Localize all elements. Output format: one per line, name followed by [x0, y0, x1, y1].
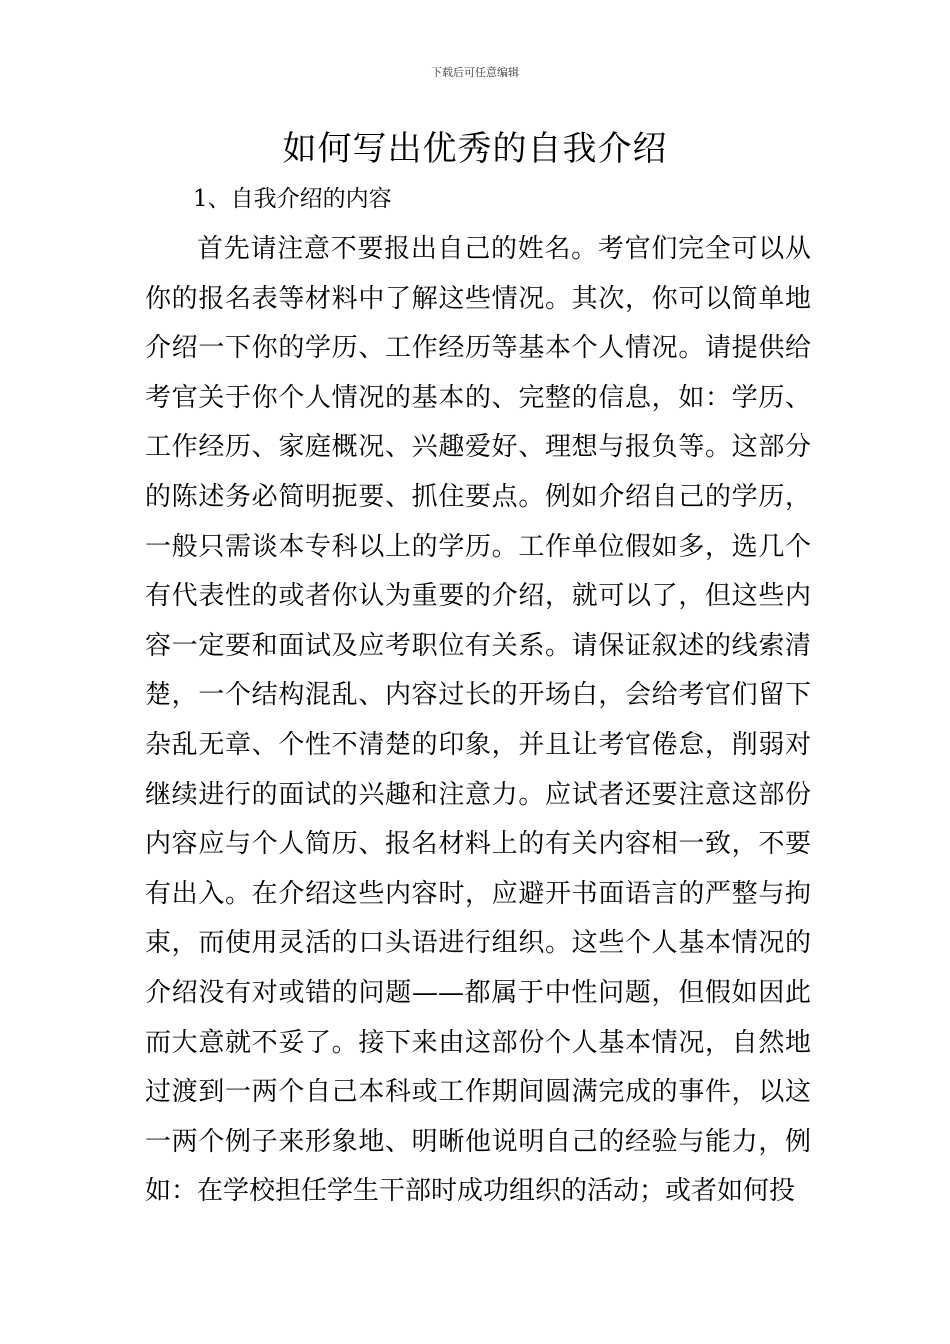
- header-note: 下载后可任意编辑: [431, 66, 519, 79]
- document-title: 如何写出优秀的自我介绍: [282, 129, 668, 169]
- section-heading: 1、自我介绍的内容: [193, 186, 392, 212]
- body-paragraph: 首先请注意不要报出自己的姓名。考官们完全可以从你的报名表等材料中了解这些情况。其次，你可以简单地介绍一下你的学历、工作经历等基本个人情况。请提供给考官关于你个人情况的基本的、完整的信息，如：学历、工作经历、家庭概况、兴趣爱好、理想与报负等。这部分的陈述务必简明扼要、抓住要点。例如介绍自己的学历，一般只需谈本专科以上的学历。工作单位假如多，选几个有代表性的或者你认为重要的介绍，就可以了，但这些内容一定要和面试及应考职位有关系。请保证叙述的线索清楚，一个结构混乱、内容过长的开场白，会给考官们留下杂乱无章、个性不清楚的印象，并且让考官倦怠，削弱对继续进行的面试的兴趣和注意力。应试者还要注意这部份内容应与个人简历、报名材料上的有关内容相一致，不要有出入。在介绍这些内容时，应避开书面语言的严整与拘束，而使用灵活的口头语进行组织。这些个人基本情况的介绍没有对或错的问题——都属于中性问题，但假如因此而大意就不妥了。接下来由这部份个人基本情况，自然地过渡到一两个自己本科或工作期间圆满完成的事件，以这一两个例子来形象地、明晰他说明自己的经验与能力，例如：在学校担任学生干部时成功组织的活动；或者如何投: [145, 234, 811, 1207]
